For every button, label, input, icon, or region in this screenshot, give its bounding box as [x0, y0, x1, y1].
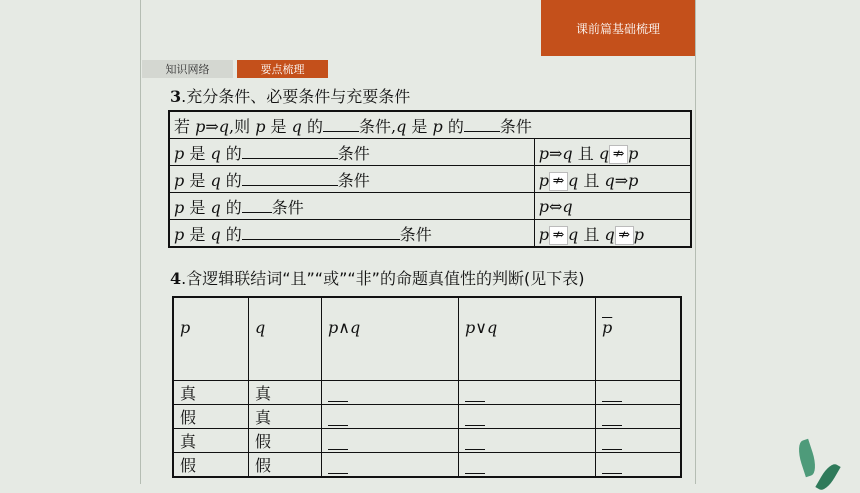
cell-q: 真 [249, 405, 322, 429]
answer-blank[interactable] [328, 455, 348, 474]
cell-q: 假 [249, 453, 322, 478]
cell-blank [322, 429, 459, 453]
cell-p: 真 [173, 429, 249, 453]
answer-blank[interactable] [328, 431, 348, 450]
cell-q: 假 [249, 429, 322, 453]
answer-blank[interactable] [242, 198, 272, 213]
not-implies-icon: ⇏ [615, 226, 634, 245]
cell-blank [596, 453, 682, 478]
table-cell: p 是 q 的 条件 [169, 193, 534, 220]
cell-blank [322, 381, 459, 405]
cell-p: 假 [173, 453, 249, 478]
tab-knowledge-network[interactable]: 知识网络 [142, 60, 233, 78]
answer-blank[interactable] [242, 225, 400, 240]
header-p: p [173, 297, 249, 381]
answer-blank[interactable] [465, 455, 485, 474]
answer-blank[interactable] [602, 383, 622, 402]
answer-blank[interactable] [464, 117, 500, 132]
answer-blank[interactable] [465, 383, 485, 402]
table-row [169, 220, 691, 248]
section-3-title: .充分条件、必要条件与充要条件 [181, 87, 411, 106]
table-row [173, 405, 681, 429]
header-p-or-q: p∨q [459, 297, 596, 381]
table-cell: p ⇏ q 且 q ⇏ p [534, 220, 691, 248]
section-4-heading [170, 266, 584, 289]
cell-q: 真 [249, 381, 322, 405]
answer-blank[interactable] [242, 171, 338, 186]
cell-p: 真 [173, 381, 249, 405]
answer-blank[interactable] [328, 383, 348, 402]
answer-blank[interactable] [602, 407, 622, 426]
table-row [169, 193, 691, 220]
section-4-number: 4 [170, 269, 182, 288]
leaf-decoration-icon [795, 439, 819, 478]
answer-blank[interactable] [323, 117, 359, 132]
cell-blank [322, 405, 459, 429]
cell-blank [596, 405, 682, 429]
table-cell: 若 p⇒q,则 p 是 q 的 条件,q 是 p 的 条件 [169, 111, 691, 139]
table-cell: p⇒q 且 q ⇏ p [534, 139, 691, 166]
conditions-table [168, 110, 692, 248]
header-q: q [249, 297, 322, 381]
answer-blank[interactable] [465, 407, 485, 426]
header-not-p: $\overline{p}$ [596, 297, 682, 381]
leaf-decoration-icon [815, 461, 840, 493]
table-cell: p ⇏ q 且 q⇒p [534, 166, 691, 193]
cell-blank [459, 429, 596, 453]
table-row [169, 111, 691, 139]
section-header: 课前篇基础梳理 [541, 0, 695, 56]
section-4-title: .含逻辑联结词“且”“或”“非”的命题真值性的判断(见下表) [181, 269, 585, 288]
cell-blank [459, 453, 596, 478]
table-cell: p 是 q 的 条件 [169, 220, 534, 248]
cell-blank [322, 453, 459, 478]
answer-blank[interactable] [602, 431, 622, 450]
table-row [173, 381, 681, 405]
not-implies-icon: ⇏ [549, 172, 568, 191]
answer-blank[interactable] [328, 407, 348, 426]
answer-blank[interactable] [602, 455, 622, 474]
cell-blank [596, 381, 682, 405]
table-row [169, 166, 691, 193]
cell-blank [459, 381, 596, 405]
guide-line-left [140, 0, 141, 484]
table-cell: p 是 q 的 条件 [169, 166, 534, 193]
cell-blank [596, 429, 682, 453]
section-3-heading [170, 84, 410, 107]
not-implies-icon: ⇏ [549, 226, 568, 245]
truth-table-header [173, 297, 681, 381]
table-row [173, 429, 681, 453]
guide-line-right [695, 0, 696, 484]
answer-blank[interactable] [242, 144, 338, 159]
table-cell: p⇔q [534, 193, 691, 220]
not-implies-icon: ⇏ [609, 145, 628, 164]
tab-key-points[interactable]: 要点梳理 [237, 60, 328, 78]
truth-table [172, 296, 682, 478]
answer-blank[interactable] [465, 431, 485, 450]
section-3-number: 3 [170, 87, 182, 106]
header-p-and-q: p∧q [322, 297, 459, 381]
table-cell: p 是 q 的 条件 [169, 139, 534, 166]
cell-p: 假 [173, 405, 249, 429]
table-row [173, 453, 681, 478]
table-row [169, 139, 691, 166]
cell-blank [459, 405, 596, 429]
